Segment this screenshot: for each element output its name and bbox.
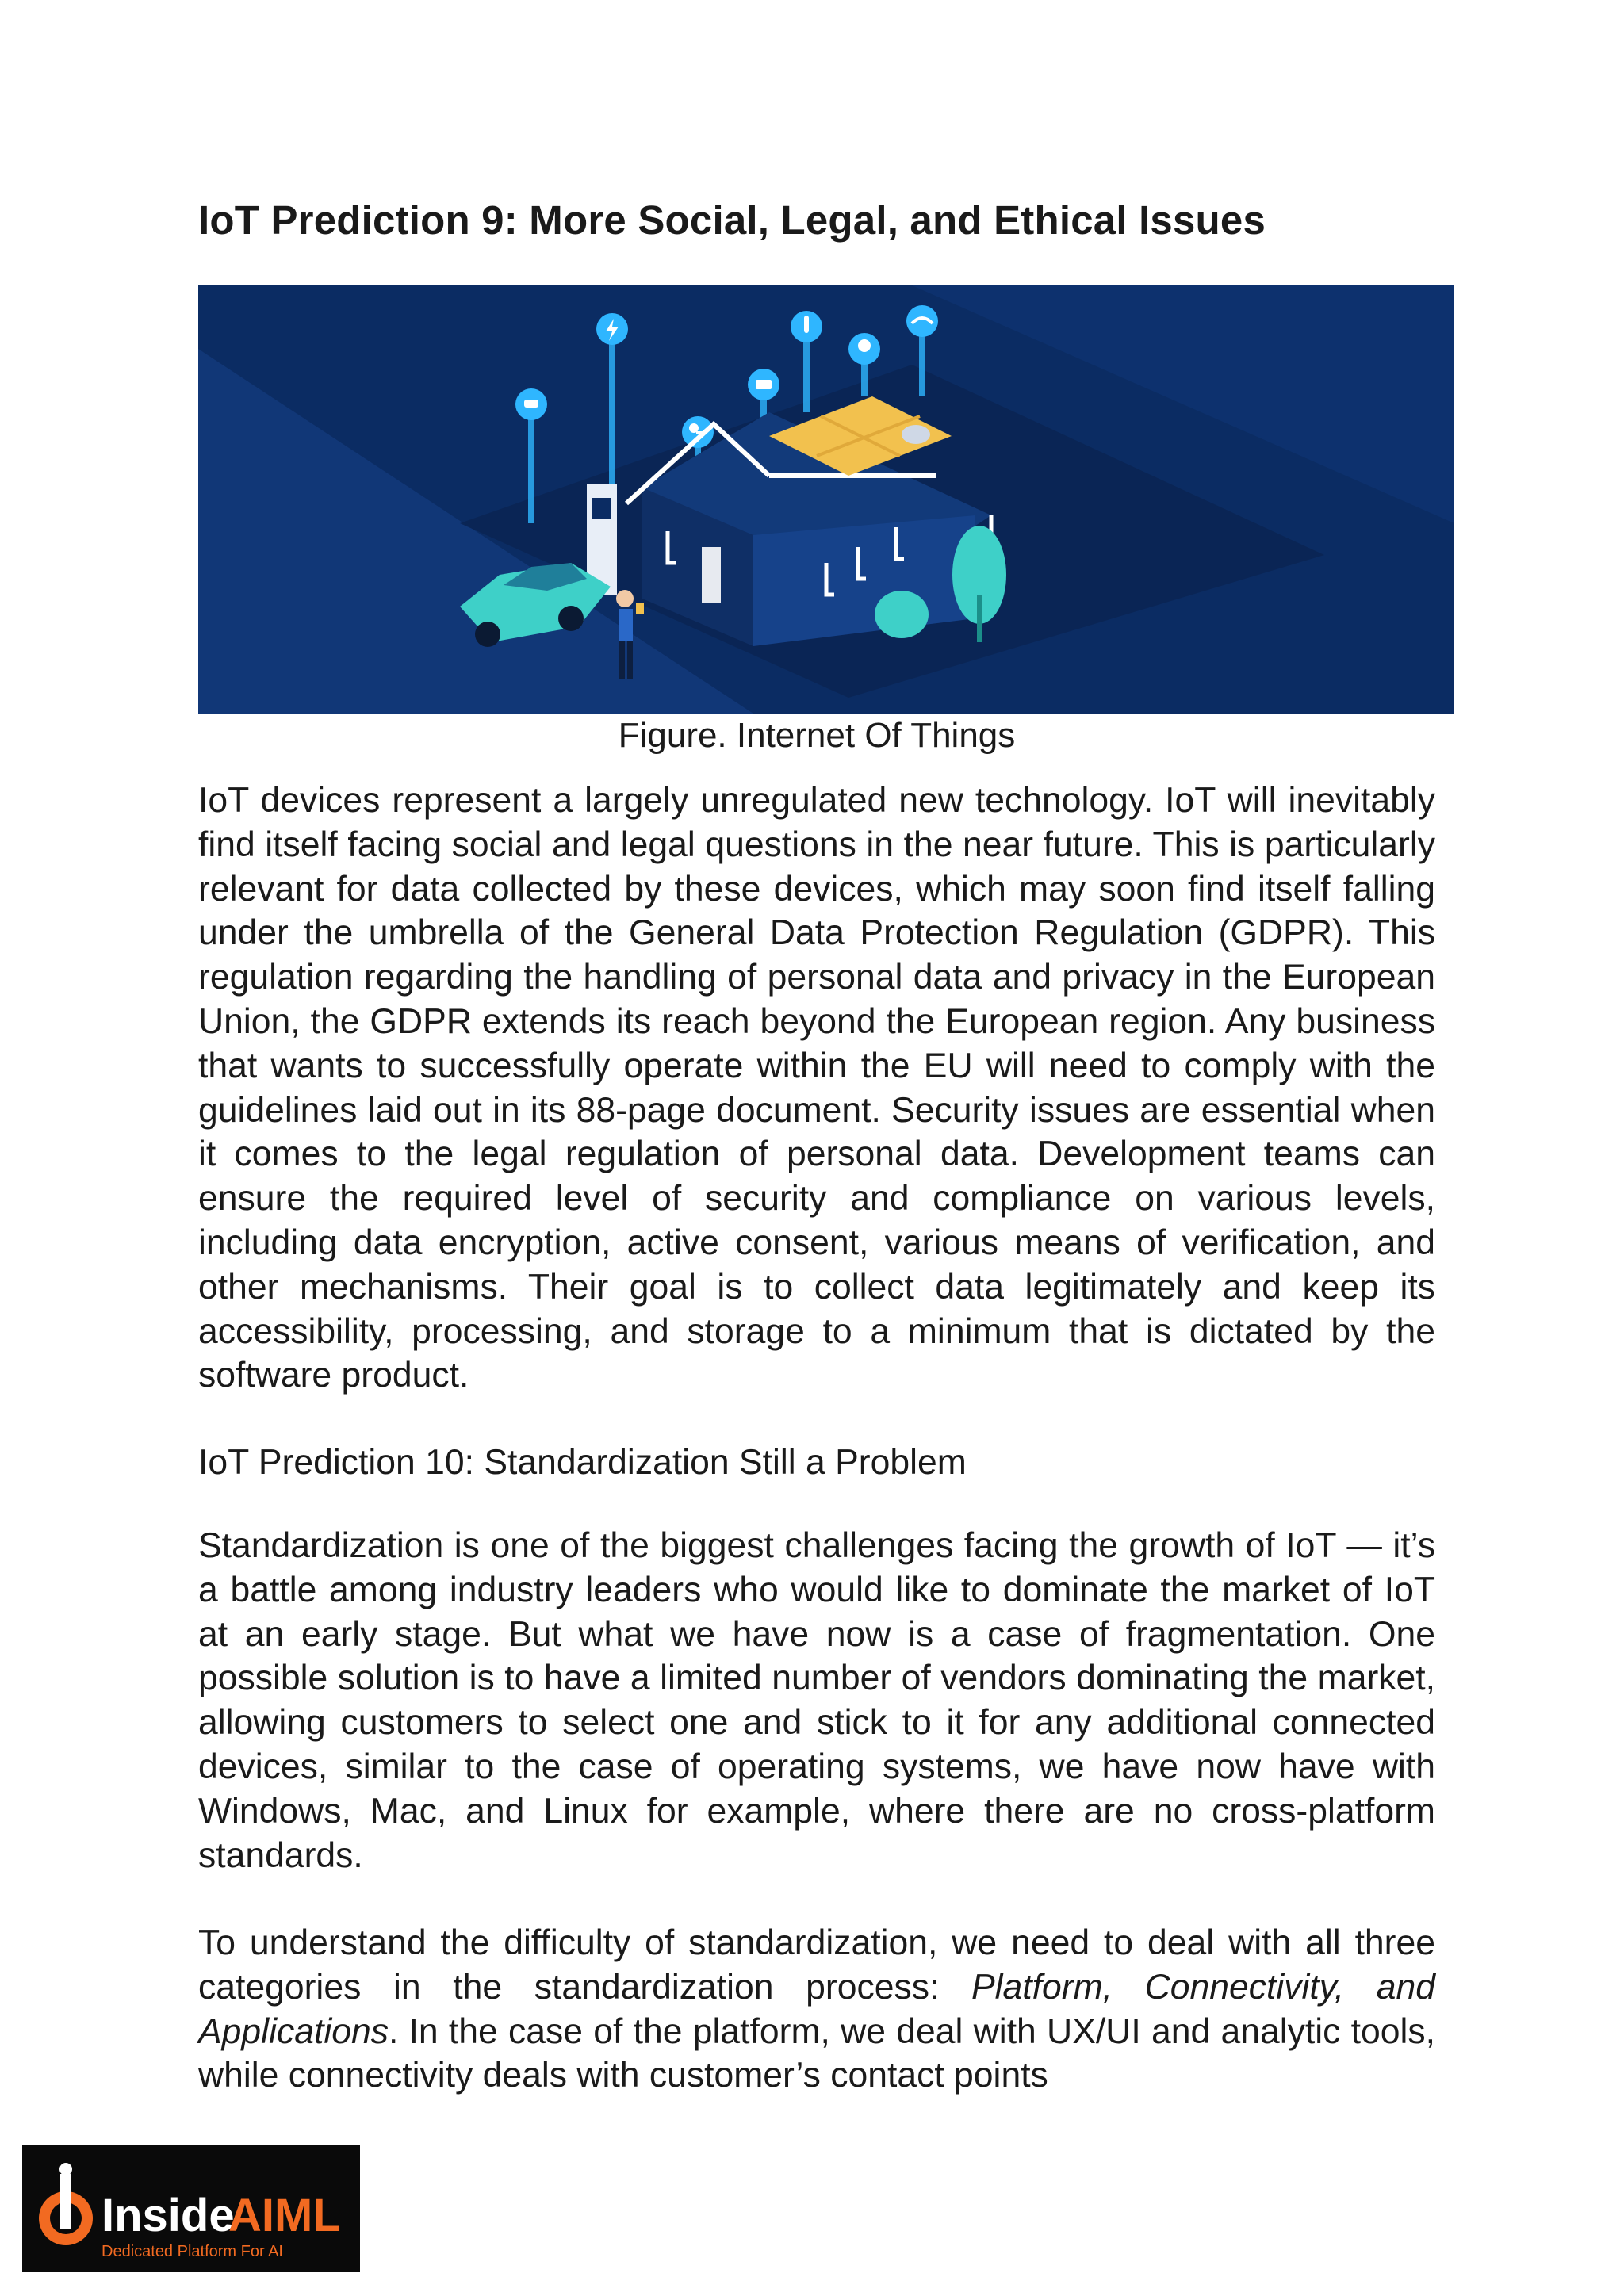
wifi-icon	[906, 305, 938, 337]
paragraph-gdpr: IoT devices represent a largely unregulated new technology. IoT will inevitably find itself facing social and legal questions in the near future. This is particularly relevant for data collected by these devices, which may soon find itself falling under the umbrella of the General Data Protection Regulation (GDPR). This regulation regarding the handling of personal data and privacy in the European Union, the GDPR extends its reach beyond the European region. Any business that wants to successfully operate within the EU will need to comply with the guidelines laid out in its 88-page document. Security issues are essential when it comes to the legal regulation of personal data. Development teams can ensure the required level of security and compliance on various levels, including data encryption, active consent, various means of verification, and other mechanisms. Their goal is to collect data legitimately and keep its accessibility, processing, and storage to a minimum that is dictated by the software product.	[198, 781, 1435, 1395]
iot-house-svg	[198, 285, 1454, 714]
logo-brand-part1: Inside	[102, 2190, 235, 2241]
section-heading: IoT Prediction 9: More Social, Legal, and Ethical Issues	[198, 197, 1266, 243]
categories-italic: Platform, Connectivity, and Applications	[198, 1967, 1435, 2051]
logo-tagline: Dedicated Platform For AI	[102, 2243, 283, 2260]
subheading-standardization: IoT Prediction 10: Standardization Still a Problem	[198, 1443, 967, 1482]
iot-illustration	[198, 285, 1454, 714]
paragraph-standardization: Standardization is one of the biggest challenges facing the growth of IoT — it’s a battle among industry leaders who would like to dominate the market of IoT at an early stage. But what we have now is a case of fragmentation. One possible solution is to have a limited number of vendors dominating the market, allowing customers to select one and stick to it for any additional connected devices, similar to the case of operating systems, we have now have with Windows, Mac, and Linux for example, where there are no cross-platform standards.	[198, 1526, 1435, 1875]
figure-caption: Figure. Internet Of Things	[618, 716, 1016, 755]
logo-brand-part2: AIML	[228, 2190, 341, 2241]
logo-mark	[22, 2145, 360, 2272]
paragraph-categories-start: To understand the difficulty of standardization, we need to deal with all three categories in the standardization process:	[198, 1923, 1435, 2007]
insideaiml-logo	[22, 2145, 360, 2272]
paragraph-categories	[198, 1921, 1435, 2098]
paragraph-categories-end: . In the case of the platform, we deal with UX/UI and analytic tools, while connectivity deals with customer’s contact points	[198, 2011, 1435, 2095]
